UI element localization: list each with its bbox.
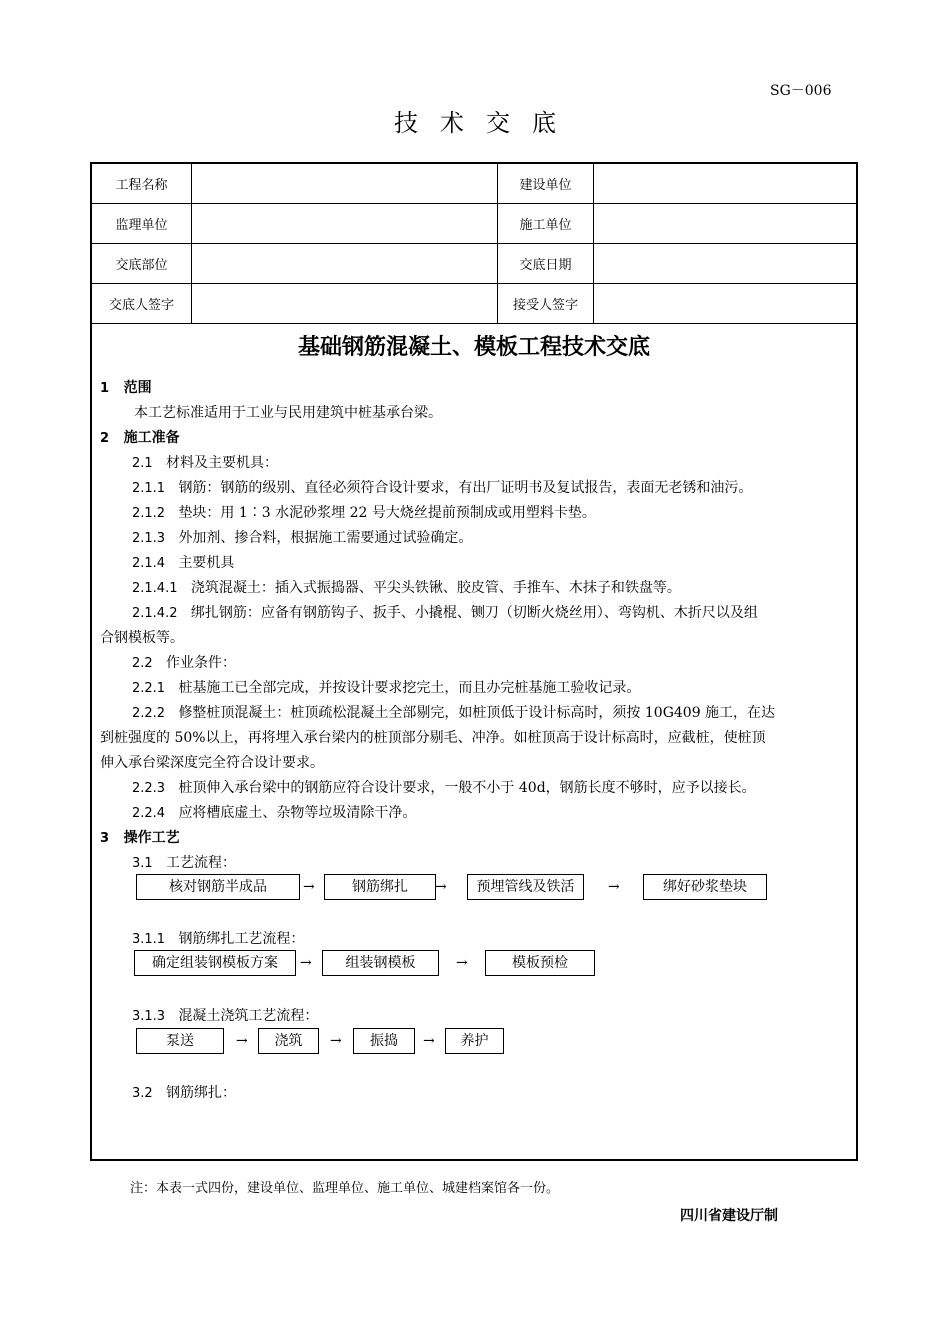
section-2-heading: 2 施工准备 [100,430,180,446]
flow-step: 钢筋绑扎 [324,874,436,900]
main-title: 基础钢筋混凝土、模板工程技术交底 [297,335,650,360]
flow-step: 模板预检 [485,950,595,976]
para-2-1-3: 2.1.3 外加剂、掺合料，根据施工需要通过试验确定。 [132,530,473,546]
flow-step: 组装钢模板 [322,950,439,976]
disclosure-date-field[interactable] [594,244,857,284]
supervision-unit-field[interactable] [192,204,498,244]
para-2-2-4: 2.2.4 应将槽底虚土、杂物等垃圾清除干净。 [132,805,417,821]
section-1-heading: 1 范围 [100,380,152,396]
flow-arrow: → [435,879,447,895]
construction-unit-field[interactable] [594,164,857,204]
para-2-1-2: 2.1.2 垫块：用 1∶3 水泥砂浆埋 22 号大烧丝提前预制成或用塑料卡垫。 [132,505,596,521]
construction-unit-label: 建设单位 [498,164,594,204]
para-2-2: 2.2 作业条件： [132,655,237,671]
footer-note: 注：本表一式四份，建设单位、监理单位、施工单位、城建档案馆各一份。 [130,1181,560,1196]
contractor-field[interactable] [594,204,857,244]
para-2-2-3: 2.2.3 桩顶伸入承台梁中的钢筋应符合设计要求，一般不小于 40d，钢筋长度不够时，应予以接长。 [132,780,756,796]
section-1-body: 本工艺标准适用于工业与民用建筑中桩基承台梁。 [134,405,442,421]
para-3-2: 3.2 钢筋绑扎： [132,1085,237,1101]
flow-arrow: → [303,879,315,895]
flow-step: 养护 [445,1028,504,1054]
para-2-1-4-1: 2.1.4.1 浇筑混凝土：插入式振捣器、平尖头铁锹、胶皮管、手推车、木抹子和铁盘等。 [132,580,681,596]
flow-arrow: → [608,879,620,895]
para-3-1-1: 3.1.1 钢筋绑扎工艺流程： [132,931,305,947]
receiver-sign-label: 接受人签字 [498,284,594,324]
para-2-2-2-cont-2: 伸入承台梁深度完全符合设计要求。 [100,755,324,771]
para-3-1-3: 3.1.3 混凝土浇筑工艺流程： [132,1008,319,1024]
flow-step: 振捣 [353,1028,415,1054]
contractor-label: 施工单位 [498,204,594,244]
flow-step: 绑好砂浆垫块 [643,874,767,900]
document-title: 技术交底 [394,109,578,137]
para-2-1: 2.1 材料及主要机具： [132,455,279,471]
info-table [92,164,856,324]
para-2-1-1: 2.1.1 钢筋：钢筋的级别、直径必须符合设计要求，有出厂证明书及复试报告，表面无老锈和油污。 [132,480,753,496]
flow-arrow: → [456,955,468,971]
para-2-2-1: 2.2.1 桩基施工已全部完成，并按设计要求挖完土，而且办完桩基施工验收记录。 [132,680,641,696]
discloser-sign-label: 交底人签字 [92,284,192,324]
para-2-1-4-2: 2.1.4.2 绑扎钢筋：应备有钢筋钩子、扳手、小撬棍、铡刀（切断火烧丝用）、弯钩机、木折尺以及组 [132,605,758,621]
section-3-heading: 3 操作工艺 [100,830,180,846]
form-code: SG－006 [770,83,832,99]
flow-step: 确定组装钢模板方案 [134,950,296,976]
flow-step: 泵送 [136,1028,224,1054]
supervision-unit-label: 监理单位 [92,204,192,244]
flow-arrow: → [236,1033,248,1049]
disclosure-part-label: 交底部位 [92,244,192,284]
disclosure-part-field[interactable] [192,244,498,284]
project-name-label: 工程名称 [92,164,192,204]
flow-step: 核对钢筋半成品 [136,874,300,900]
flow-arrow: → [300,955,312,971]
flow-step: 预埋管线及铁活 [467,874,584,900]
receiver-sign-field[interactable] [594,284,857,324]
project-name-field[interactable] [192,164,498,204]
disclosure-form [90,162,858,1161]
para-2-2-2: 2.2.2 修整桩顶混凝土：桩顶疏松混凝土全部剔完，如桩顶低于设计标高时，须按 10G409 施工，在达 [132,705,776,721]
flow-arrow: → [330,1033,342,1049]
para-2-1-4-2-cont: 合钢模板等。 [100,630,184,646]
flow-step: 浇筑 [258,1028,319,1054]
discloser-sign-field[interactable] [192,284,498,324]
para-3-1: 3.1 工艺流程： [132,855,237,871]
disclosure-date-label: 交底日期 [498,244,594,284]
flow-arrow: → [423,1033,435,1049]
para-2-1-4: 2.1.4 主要机具 [132,555,235,571]
issuer: 四川省建设厅制 [680,1208,778,1224]
para-2-2-2-cont-1: 到桩强度的 50%以上，再将埋入承台梁内的桩顶部分剔毛、冲净。如桩顶高于设计标高时，应截桩，使桩顶 [100,730,766,746]
